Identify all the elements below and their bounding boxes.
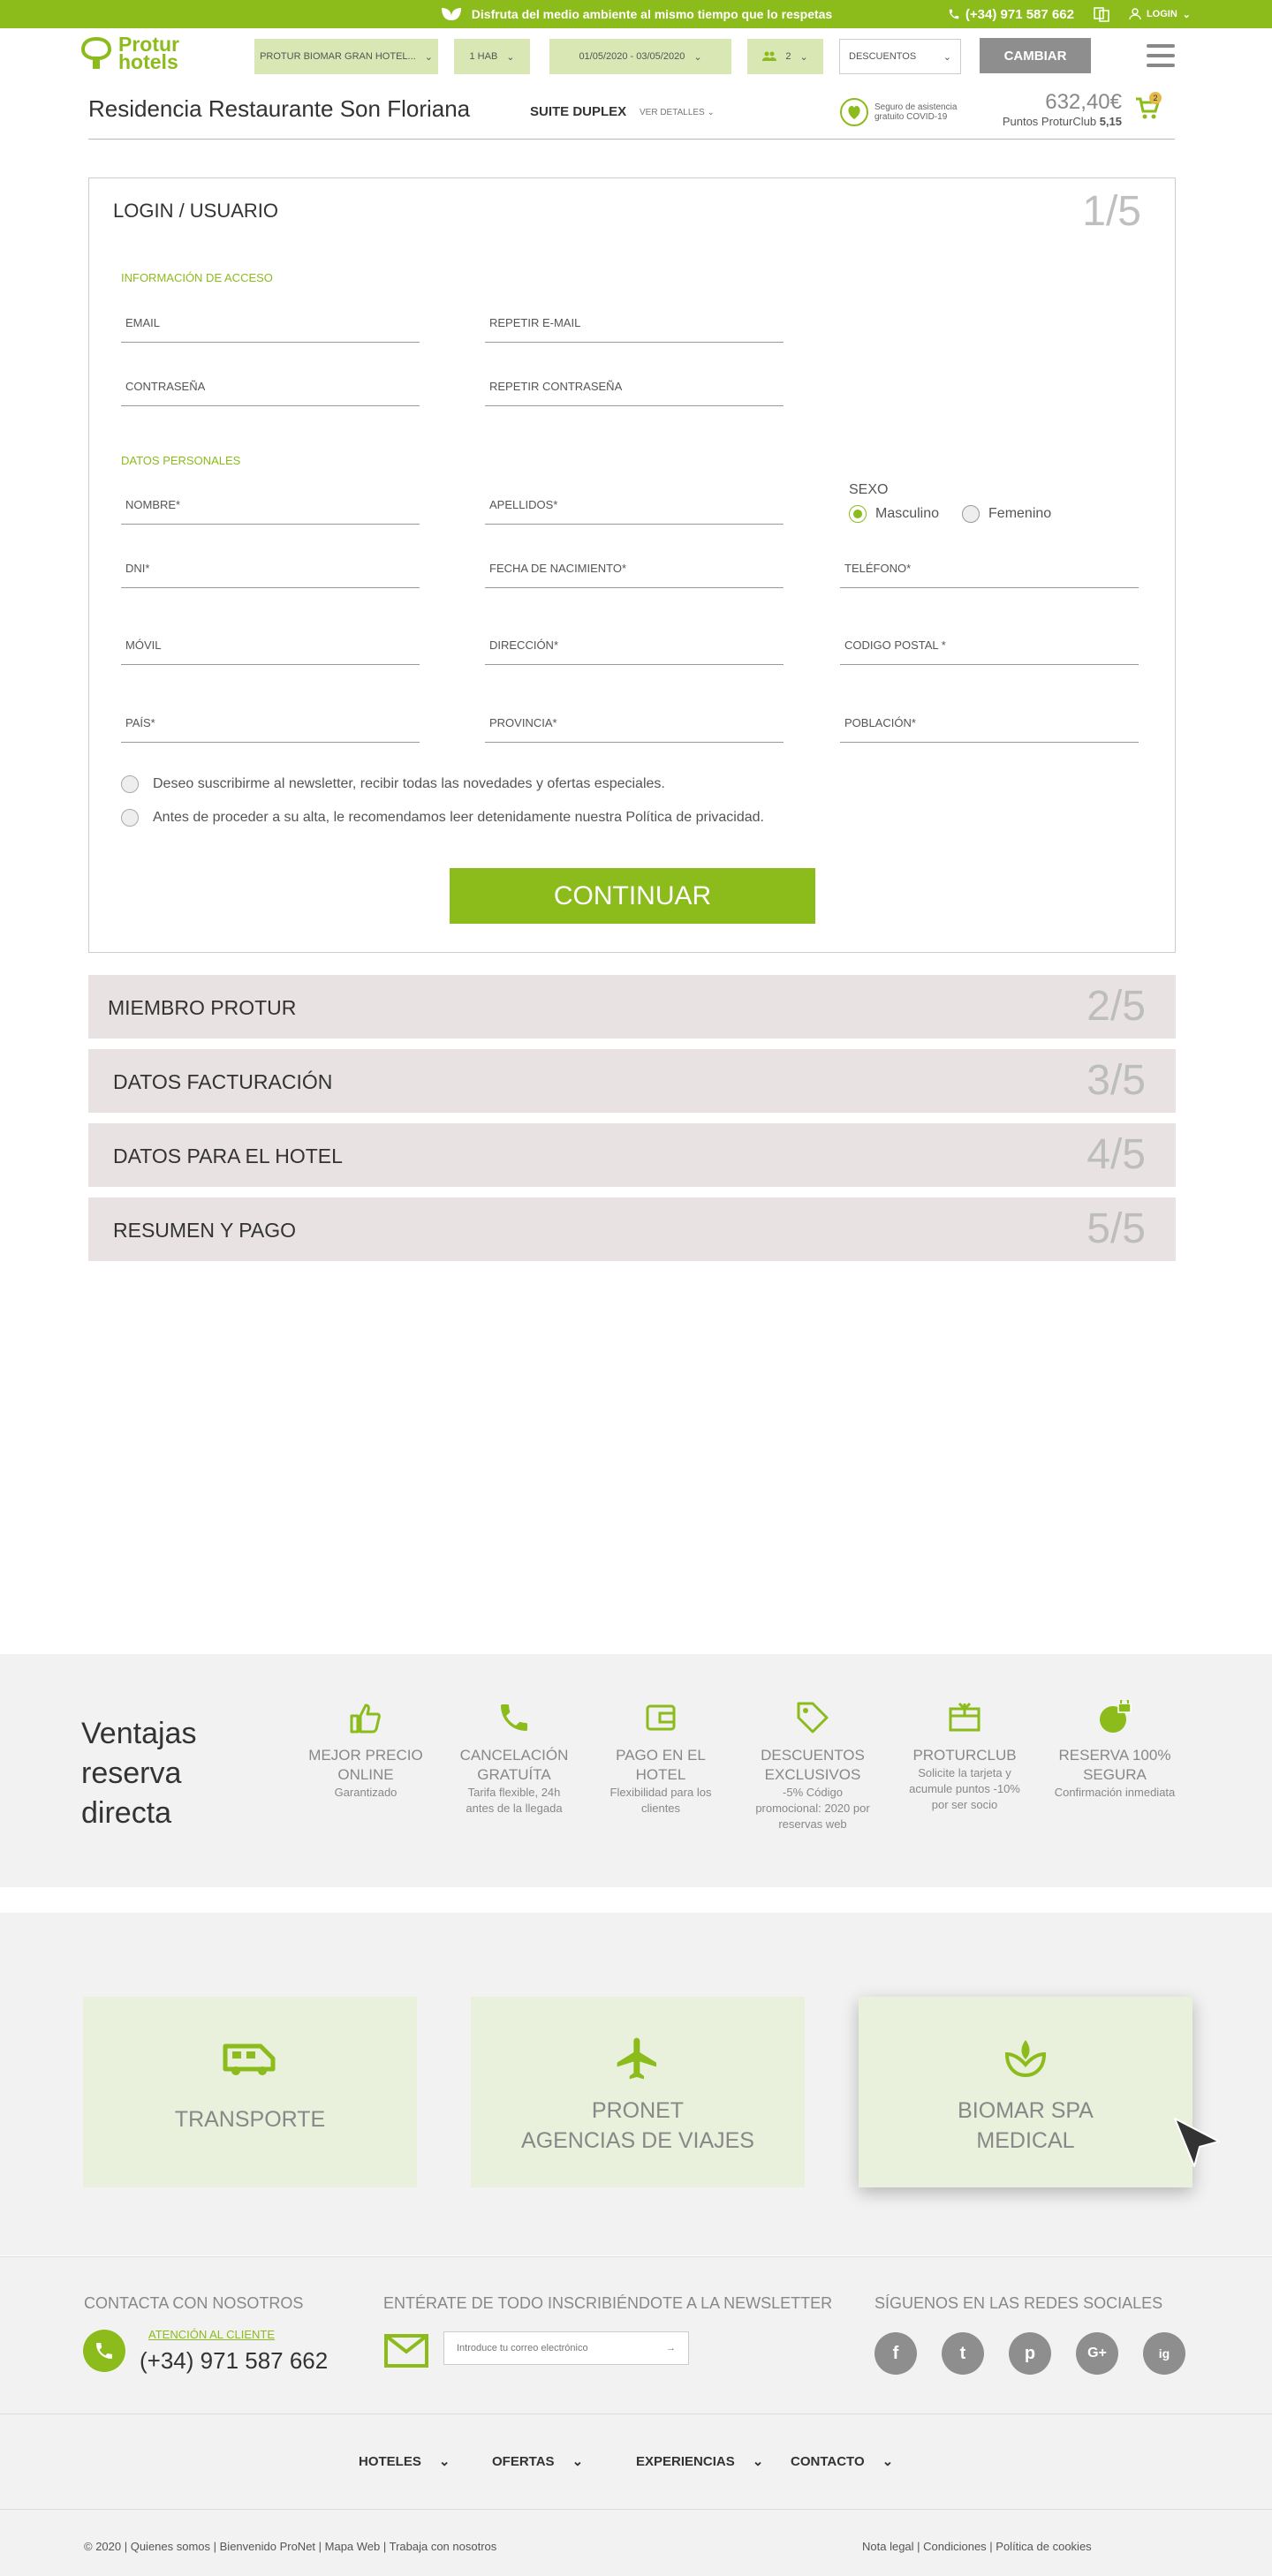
discounts-value: DESCUENTOS [849, 51, 917, 62]
benefit-item [304, 1698, 428, 1801]
footer-legal [0, 2509, 1272, 2576]
service-card-pronet[interactable] [471, 1997, 805, 2187]
footer-nav [0, 2414, 1272, 2509]
logo[interactable] [80, 35, 179, 71]
step-number: 4/5 [1086, 1131, 1146, 1178]
service-title-line1: BIOMAR SPA [958, 2098, 1094, 2123]
phone-circle-icon [83, 2330, 125, 2372]
card-icon [947, 1700, 982, 1735]
benefit-item [751, 1698, 874, 1832]
newsletter-email-input[interactable] [443, 2331, 689, 2365]
footer-links[interactable]: © 2020 | Quienes somos | Bienvenido ProNet | Mapa Web | Trabaja con nosotros [84, 2540, 497, 2553]
header [0, 28, 1272, 79]
people-icon [762, 51, 776, 62]
benefit-desc: Confirmación inmediata [1054, 1786, 1176, 1799]
step-number: 2/5 [1086, 983, 1146, 1030]
chevron-down-icon: ⌄ [752, 2454, 764, 2469]
chevron-down-icon: ⌄ [424, 51, 433, 63]
benefit-item [599, 1698, 723, 1817]
phone-label: TELÉFONO* [844, 562, 912, 575]
phone-field[interactable] [840, 549, 1139, 588]
hotel-select[interactable] [254, 39, 438, 74]
privacy-label: Antes de proceder a su alta, le recomendamos leer detenidamente nuestra Política de privacidad. [153, 810, 764, 825]
room-type: SUITE DUPLEX [530, 104, 627, 119]
apellidos-field[interactable] [485, 486, 784, 525]
nav-hoteles[interactable] [359, 2453, 450, 2469]
phone-link[interactable] [948, 7, 1074, 22]
birthdate-label: FECHA DE NACIMIENTO* [489, 562, 627, 575]
translate-icon[interactable] [1094, 6, 1109, 22]
password-repeat-label: REPETIR CONTRASEÑA [489, 380, 623, 393]
continue-button[interactable]: CONTINUAR [450, 868, 815, 924]
city-field[interactable] [840, 704, 1139, 743]
logo-text-line1: Protur [118, 33, 179, 56]
login-label: LOGIN [1146, 9, 1177, 19]
mobile-field[interactable] [121, 626, 420, 665]
globe-lock-icon [1097, 1700, 1132, 1735]
cart-count-badge: 2 [1149, 92, 1162, 104]
country-label: PAÍS* [125, 716, 155, 729]
nav-label: CONTACTO [791, 2453, 865, 2469]
dates-select[interactable] [549, 39, 731, 74]
menu-icon[interactable] [1147, 44, 1175, 67]
services-section [0, 1913, 1272, 2255]
tag-icon [795, 1700, 830, 1735]
promo-text: Disfruta del medio ambiente al mismo tiempo que lo respetas [471, 7, 833, 21]
service-card-transporte[interactable] [83, 1997, 417, 2187]
step-number: 3/5 [1086, 1057, 1146, 1104]
chevron-down-icon: ⌄ [882, 2454, 894, 2469]
phone-icon [496, 1700, 532, 1735]
nav-label: OFERTAS [492, 2453, 555, 2469]
lotus-icon [1000, 2035, 1051, 2082]
total-price: 632,40€ [1045, 90, 1122, 114]
topbar-phone: (+34) 971 587 662 [965, 6, 1074, 22]
step-billing-panel[interactable] [88, 1049, 1176, 1113]
personal-section-label: DATOS PERSONALES [121, 454, 241, 467]
instagram-icon[interactable]: ig [1143, 2332, 1185, 2375]
nav-ofertas[interactable] [492, 2453, 583, 2469]
femenino-label: Femenino [988, 506, 1052, 521]
gender-radio-group [849, 505, 1051, 523]
service-title [471, 2096, 805, 2156]
address-label: DIRECCIÓN* [489, 638, 559, 652]
apellidos-label: APELLIDOS* [489, 498, 558, 511]
hotel-name: Residencia Restaurante Son Floriana [88, 95, 471, 122]
step-title: RESUMEN Y PAGO [113, 1219, 297, 1242]
nav-label: HOTELES [359, 2453, 421, 2469]
chevron-down-icon: ⌄ [438, 2454, 450, 2469]
email-field[interactable] [121, 304, 420, 343]
benefit-title: PAGO EN EL HOTEL [616, 1747, 706, 1783]
footer-contact [0, 2256, 1272, 2414]
service-title-line2: AGENCIAS DE VIAJES [521, 2128, 754, 2153]
step-title: MIEMBRO PROTUR [108, 996, 297, 1019]
legal-links[interactable]: Nota legal | Condiciones | Política de cookies [862, 2540, 1092, 2553]
province-field[interactable] [485, 704, 784, 743]
covid-line1: Seguro de asistencia [874, 102, 958, 112]
chevron-down-icon: ⌄ [943, 51, 951, 63]
social-title: SÍGUENOS EN LAS REDES SOCIALES [874, 2294, 1163, 2312]
service-title-line1: PRONET [591, 2098, 685, 2123]
step-number: 5/5 [1086, 1205, 1146, 1252]
thumbs-up-icon [348, 1700, 383, 1735]
nav-contacto[interactable] [791, 2453, 893, 2469]
benefit-desc: -5% Código promocional: 2020 por reservas web [755, 1786, 870, 1831]
phone-icon [948, 8, 960, 20]
facebook-icon[interactable]: f [874, 2332, 917, 2375]
email-repeat-label: REPETIR E-MAIL [489, 316, 581, 329]
benefit-desc: Solicite la tarjeta y acumule puntos -10% por ser socio [909, 1766, 1020, 1811]
country-field[interactable] [121, 704, 420, 743]
step-title: DATOS FACTURACIÓN [113, 1070, 333, 1093]
guests-value: 2 [785, 51, 791, 62]
step-hotel-panel[interactable] [88, 1123, 1176, 1187]
radio-masculino[interactable] [849, 505, 939, 523]
covid-insurance [839, 97, 980, 127]
booking-summary-bar [88, 81, 1175, 140]
service-title [859, 2096, 1192, 2156]
details-link[interactable]: VER DETALLES ⌄ [640, 108, 715, 117]
benefit-item [903, 1698, 1026, 1813]
user-icon [1129, 8, 1141, 20]
twitter-icon[interactable]: t [942, 2332, 984, 2375]
step-payment-panel[interactable] [88, 1197, 1176, 1261]
step-title: DATOS PARA EL HOTEL [113, 1144, 343, 1167]
points-label: Puntos ProturClub [1002, 115, 1097, 128]
arrow-right-icon[interactable]: → [666, 2343, 676, 2353]
wallet-icon [644, 1701, 678, 1734]
newsletter-placeholder: Introduce tu correo electrónico [457, 2343, 588, 2353]
address-field[interactable] [485, 626, 784, 665]
covid-line2: gratuito COVID-19 [874, 112, 948, 122]
top-bar [0, 0, 1272, 28]
city-label: POBLACIÓN* [844, 716, 916, 729]
email-label: EMAIL [125, 316, 161, 329]
plane-icon [613, 2034, 662, 2083]
step-login-panel [88, 178, 1176, 953]
benefit-desc: Garantizado [334, 1786, 398, 1799]
step-member-panel[interactable] [88, 975, 1176, 1039]
benefit-title: RESERVA 100% SEGURA [1058, 1747, 1171, 1783]
chevron-down-icon: ⌄ [1182, 9, 1191, 20]
service-title: TRANSPORTE [174, 2107, 326, 2132]
masculino-label: Masculino [875, 506, 940, 521]
benefits-title: Ventajas reserva directa [81, 1717, 197, 1830]
rooms-value: 1 HAB [469, 51, 498, 62]
radio-femenino[interactable] [962, 505, 1051, 523]
hotel-select-value: PROTUR BIOMAR GRAN HOTEL... [260, 51, 416, 62]
direct-booking-benefits [0, 1654, 1272, 1887]
password-field[interactable] [121, 367, 420, 406]
chevron-down-icon: ⌄ [799, 51, 808, 63]
benefit-item [1053, 1698, 1177, 1801]
chevron-down-icon: ⌄ [693, 51, 702, 63]
benefit-title: PROTURCLUB [912, 1747, 1017, 1764]
service-card-biomar-spa[interactable] [859, 1997, 1192, 2187]
postal-code-field[interactable] [840, 626, 1139, 665]
leaf-icon [440, 6, 463, 22]
covid-shield-icon [839, 97, 869, 127]
privacy-checkbox[interactable] [121, 809, 764, 827]
contact-title: CONTACTA CON NOSOTROS [84, 2294, 304, 2312]
dni-label: DNI* [125, 562, 150, 575]
logo-text-line2: hotels [118, 50, 178, 73]
password-repeat-field[interactable] [485, 367, 784, 406]
benefit-desc: Tarifa flexible, 24h antes de la llegada [466, 1786, 563, 1815]
newsletter-checkbox[interactable] [121, 775, 665, 793]
google-plus-icon[interactable]: G+ [1076, 2332, 1118, 2375]
nav-label: EXPERIENCIAS [636, 2453, 735, 2469]
birthdate-field[interactable] [485, 549, 784, 588]
dni-field[interactable] [121, 549, 420, 588]
benefit-title: DESCUENTOS EXCLUSIVOS [761, 1747, 865, 1783]
mail-icon [383, 2333, 429, 2373]
step-title: LOGIN / USUARIO [113, 200, 279, 222]
service-title-line2: MEDICAL [976, 2128, 1075, 2153]
postal-code-label: CODIGO POSTAL * [844, 638, 946, 652]
benefit-title: MEJOR PRECIO ONLINE [308, 1747, 423, 1783]
password-label: CONTRASEÑA [125, 380, 206, 393]
discounts-select[interactable] [839, 39, 961, 74]
details-label: VER DETALLES [640, 108, 705, 117]
nombre-label: NOMBRE* [125, 498, 181, 511]
step-number: 1/5 [1082, 188, 1141, 235]
email-repeat-field[interactable] [485, 304, 784, 343]
newsletter-title: ENTÉRATE DE TODO INSCRIBIÉNDOTE A LA NEWSLETTER [383, 2294, 833, 2312]
mouse-cursor-icon [1171, 2115, 1223, 2174]
change-search-button[interactable]: CAMBIAR [980, 38, 1091, 73]
price-summary [980, 90, 1122, 128]
customer-service-link[interactable]: ATENCIÓN AL CLIENTE [148, 2328, 276, 2341]
benefit-title: CANCELACIÓN GRATUÍTA [459, 1747, 569, 1783]
cart-button[interactable] [1135, 94, 1160, 125]
protur-logo-icon [80, 35, 113, 71]
footer-phone[interactable]: (+34) 971 587 662 [140, 2347, 329, 2374]
benefit-item [452, 1698, 576, 1817]
newsletter-label: Deseo suscribirme al newsletter, recibir todas las novedades y ofertas especiales. [153, 776, 665, 791]
dates-value: 01/05/2020 - 03/05/2020 [579, 51, 685, 62]
nav-experiencias[interactable] [636, 2453, 763, 2469]
pinterest-icon[interactable]: p [1009, 2332, 1051, 2375]
chevron-down-icon: ⌄ [572, 2454, 584, 2469]
login-link[interactable] [1129, 8, 1191, 20]
points-value: 5,15 [1099, 115, 1122, 128]
access-section-label: INFORMACIÓN DE ACCESO [121, 271, 273, 284]
chevron-down-icon: ⌄ [506, 51, 515, 63]
sexo-label: SEXO [849, 482, 889, 497]
mobile-label: MÓVIL [125, 638, 162, 652]
guests-select[interactable] [747, 39, 823, 74]
benefit-desc: Flexibilidad para los clientes [610, 1786, 712, 1815]
province-label: PROVINCIA* [489, 716, 557, 729]
van-icon [222, 2039, 278, 2078]
rooms-select[interactable] [454, 39, 530, 74]
nombre-field[interactable] [121, 486, 420, 525]
